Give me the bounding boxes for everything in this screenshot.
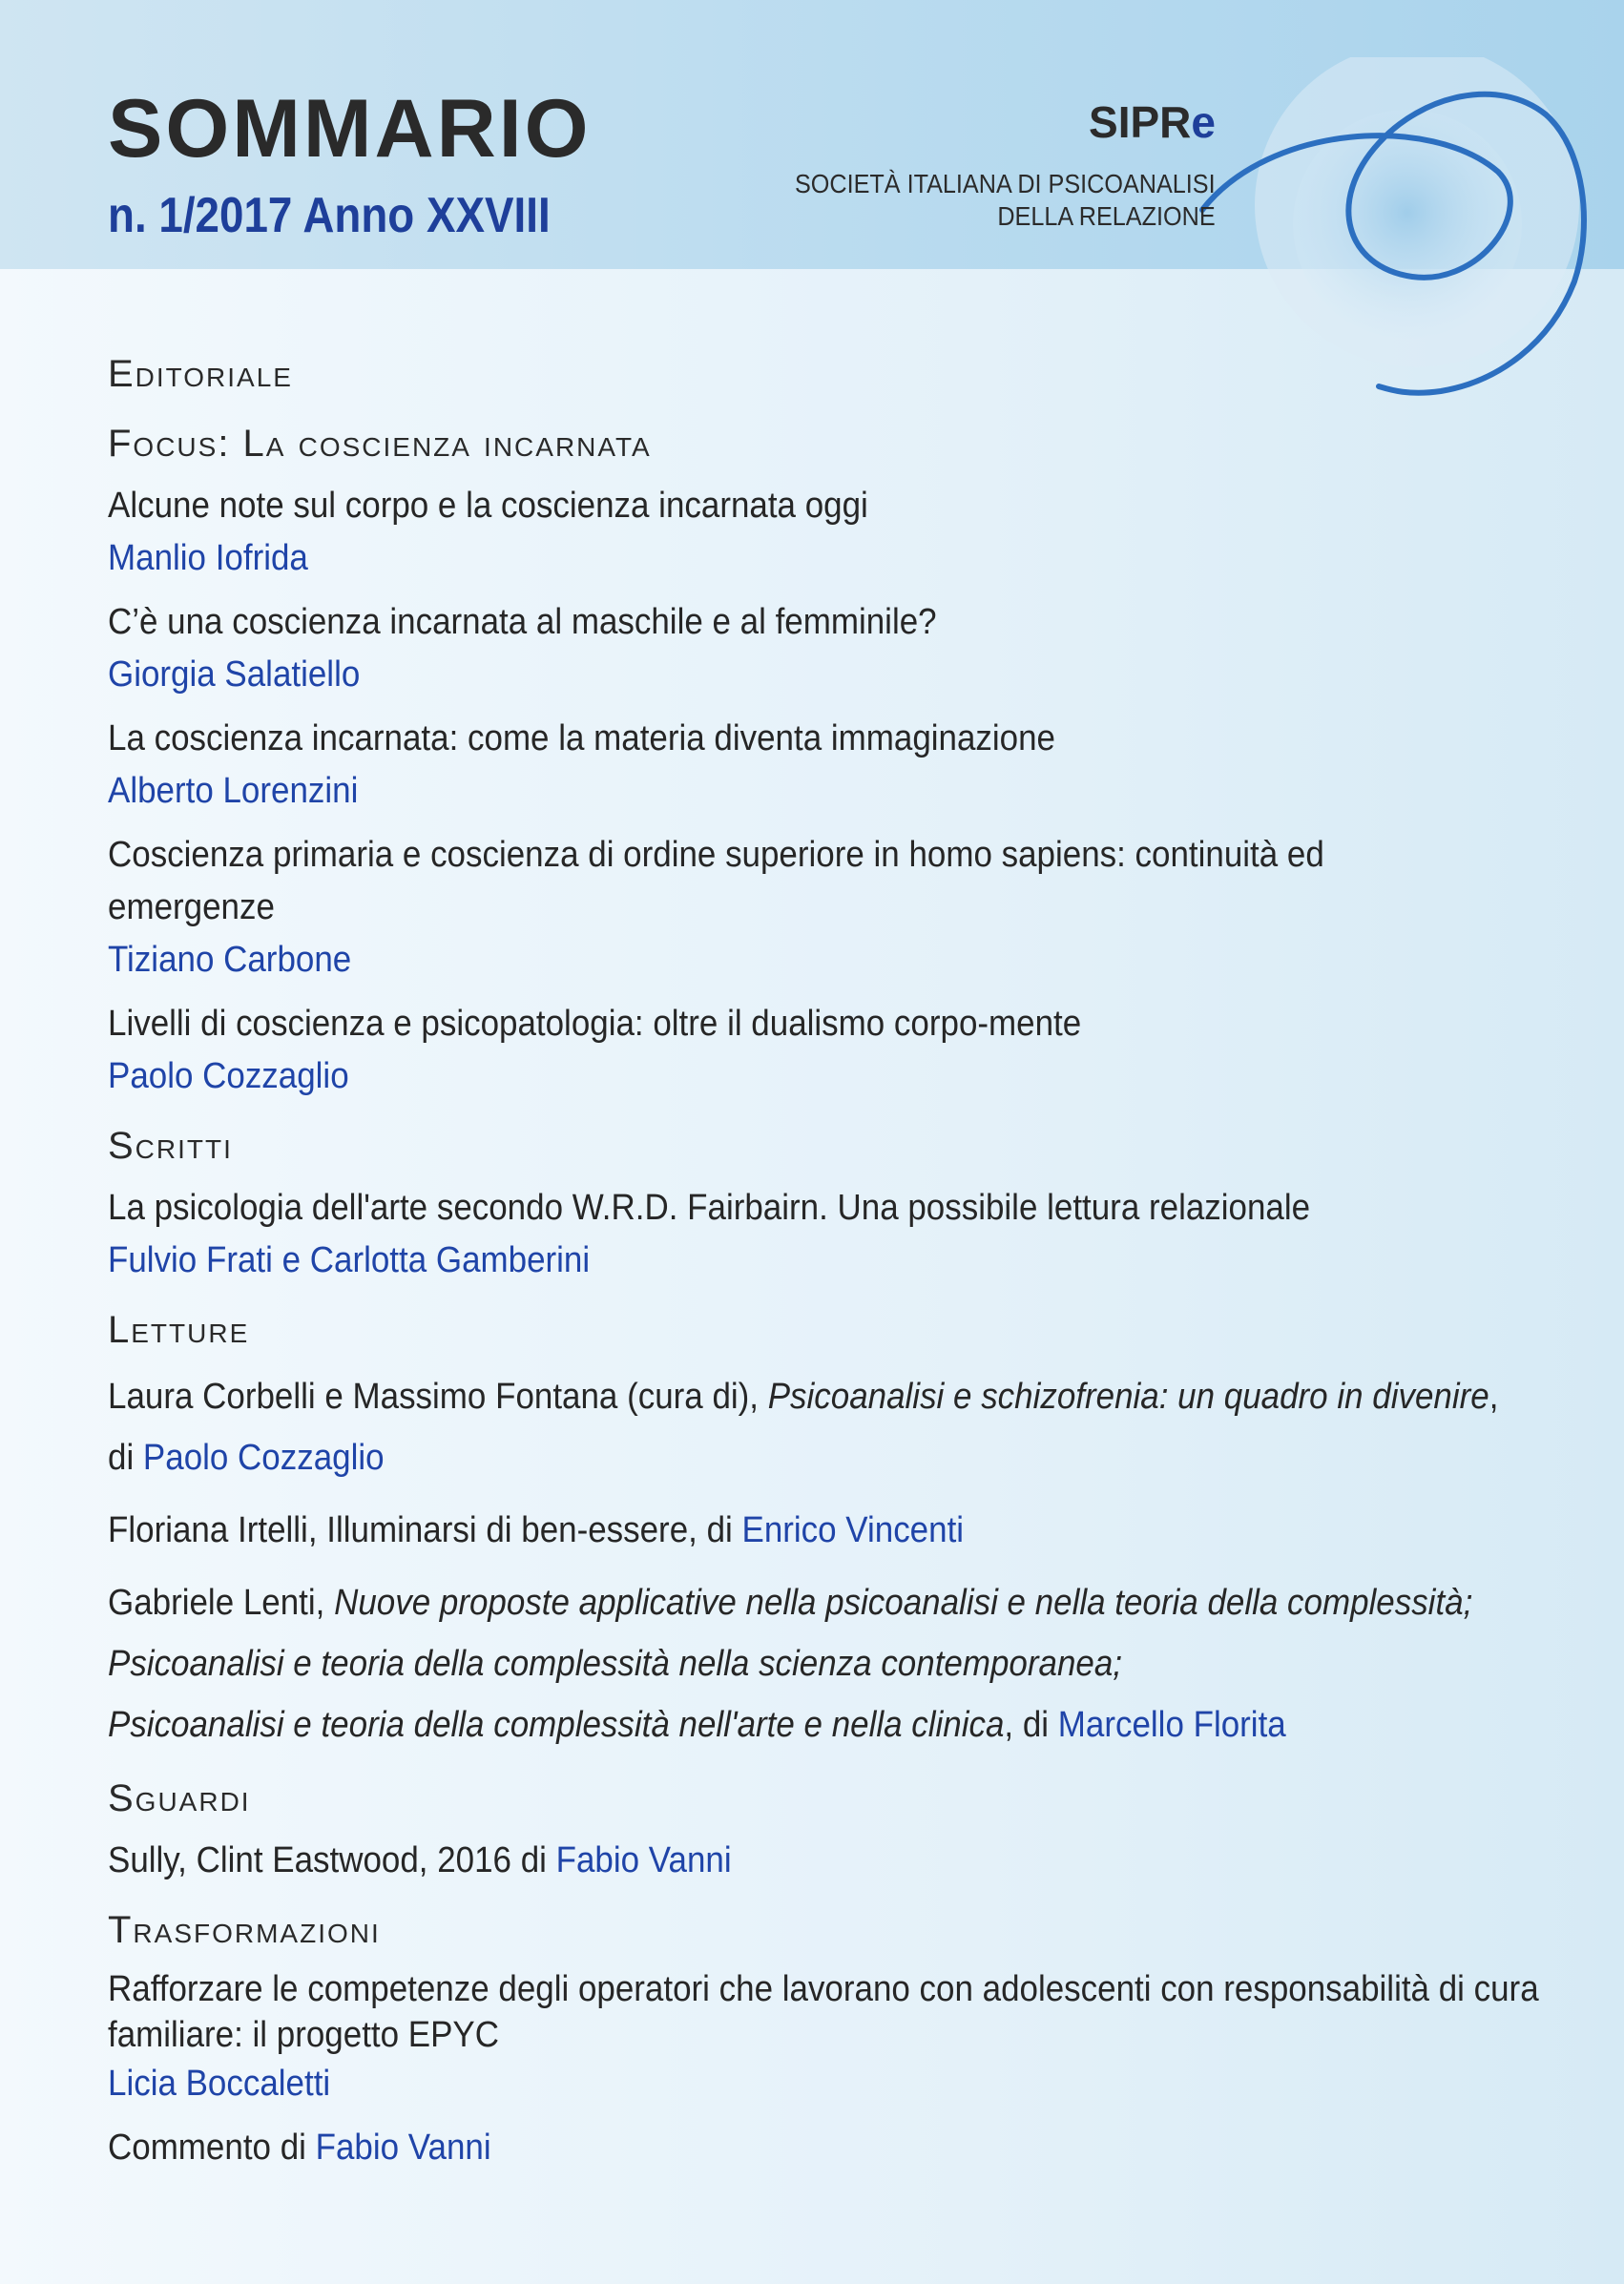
issue-number: n. 1/2017 Anno XXVIII	[108, 188, 551, 243]
entry-author[interactable]: Giorgia Salatiello	[108, 654, 361, 695]
toc-entry[interactable]	[108, 829, 1520, 986]
entry-title: Alcune note sul corpo e la coscienza incarnata oggi	[108, 486, 868, 526]
org-subtitle: SOCIETÀ ITALIANA DI PSICOANALISI DELLA RELAZIONE	[795, 169, 1216, 231]
entry-title: Livelli di coscienza e psicopatologia: oltre il dualismo corpo-mente	[108, 1004, 1082, 1044]
review-author[interactable]: Fabio Vanni	[555, 1840, 732, 1880]
review-entry[interactable]: Gabriele Lenti, Nuove proposte applicative nella psicoanalisi e nella teoria della complessità; Psicoanalisi e teoria della complessità nella scienza contemporanea; Psicoanalisi e teoria della complessità nell'arte e nella clinica, di Marcello Florita	[108, 1583, 1473, 1745]
section-heading-focus: Focus: La coscienza incarnata	[108, 423, 652, 465]
review-author[interactable]: Paolo Cozzaglio	[142, 1438, 385, 1478]
entry-author[interactable]: Fulvio Frati e Carlotta Gamberini	[108, 1240, 591, 1280]
review-author[interactable]: Enrico Vincenti	[741, 1510, 965, 1550]
review-author[interactable]: Marcello Florita	[1057, 1705, 1286, 1745]
entry-title: Coscienza primaria e coscienza di ordine superiore in homo sapiens: continuità ed emergenze	[108, 835, 1324, 927]
section-heading-sguardi: Sguardi	[108, 1777, 251, 1819]
entry-title: La psicologia dell'arte secondo W.R.D. Fairbairn. Una possibile lettura relazionale	[108, 1188, 1311, 1228]
table-of-contents	[108, 348, 1539, 2186]
section-heading-trasformazioni: Trasformazioni	[108, 1909, 381, 1951]
toc-entry[interactable]	[108, 1966, 1539, 2110]
entry-title: C’è una coscienza incarnata al maschile e al femminile?	[108, 602, 937, 642]
entry-author[interactable]: Manlio Iofrida	[108, 538, 308, 578]
toc-entry[interactable]	[108, 1182, 1520, 1287]
review-entry[interactable]: Commento di Fabio Vanni	[108, 2128, 491, 2168]
toc-entry[interactable]	[108, 713, 1520, 818]
review-entry[interactable]: Laura Corbelli e Massimo Fontana (cura di), Psicoanalisi e schizofrenia: un quadro in divenire, di Paolo Cozzaglio	[108, 1377, 1499, 1478]
toc-entry[interactable]	[108, 596, 1520, 701]
page-title: SOMMARIO	[108, 83, 592, 175]
entry-author[interactable]: Paolo Cozzaglio	[108, 1056, 349, 1096]
toc-entry[interactable]	[108, 480, 1520, 585]
org-name: SIPRe	[1089, 97, 1216, 147]
section-heading-letture: Letture	[108, 1309, 250, 1351]
review-entry[interactable]: Sully, Clint Eastwood, 2016 di Fabio Vanni	[108, 1840, 732, 1880]
review-author[interactable]: Fabio Vanni	[315, 2128, 491, 2168]
toc-entry[interactable]	[108, 998, 1520, 1103]
entry-author[interactable]: Licia Boccaletti	[108, 2064, 331, 2104]
review-entry[interactable]: Floriana Irtelli, Illuminarsi di ben-essere, di Enrico Vincenti	[108, 1510, 965, 1550]
entry-title: La coscienza incarnata: come la materia diventa immaginazione	[108, 718, 1056, 758]
entry-author[interactable]: Tiziano Carbone	[108, 940, 352, 980]
entry-title: Rafforzare le competenze degli operatori che lavorano con adolescenti con responsabilità di cura familiare: il progetto EPYC	[108, 1969, 1539, 2055]
section-heading-editoriale: Editoriale	[108, 353, 293, 395]
section-heading-scritti: Scritti	[108, 1125, 233, 1167]
entry-author[interactable]: Alberto Lorenzini	[108, 771, 359, 811]
